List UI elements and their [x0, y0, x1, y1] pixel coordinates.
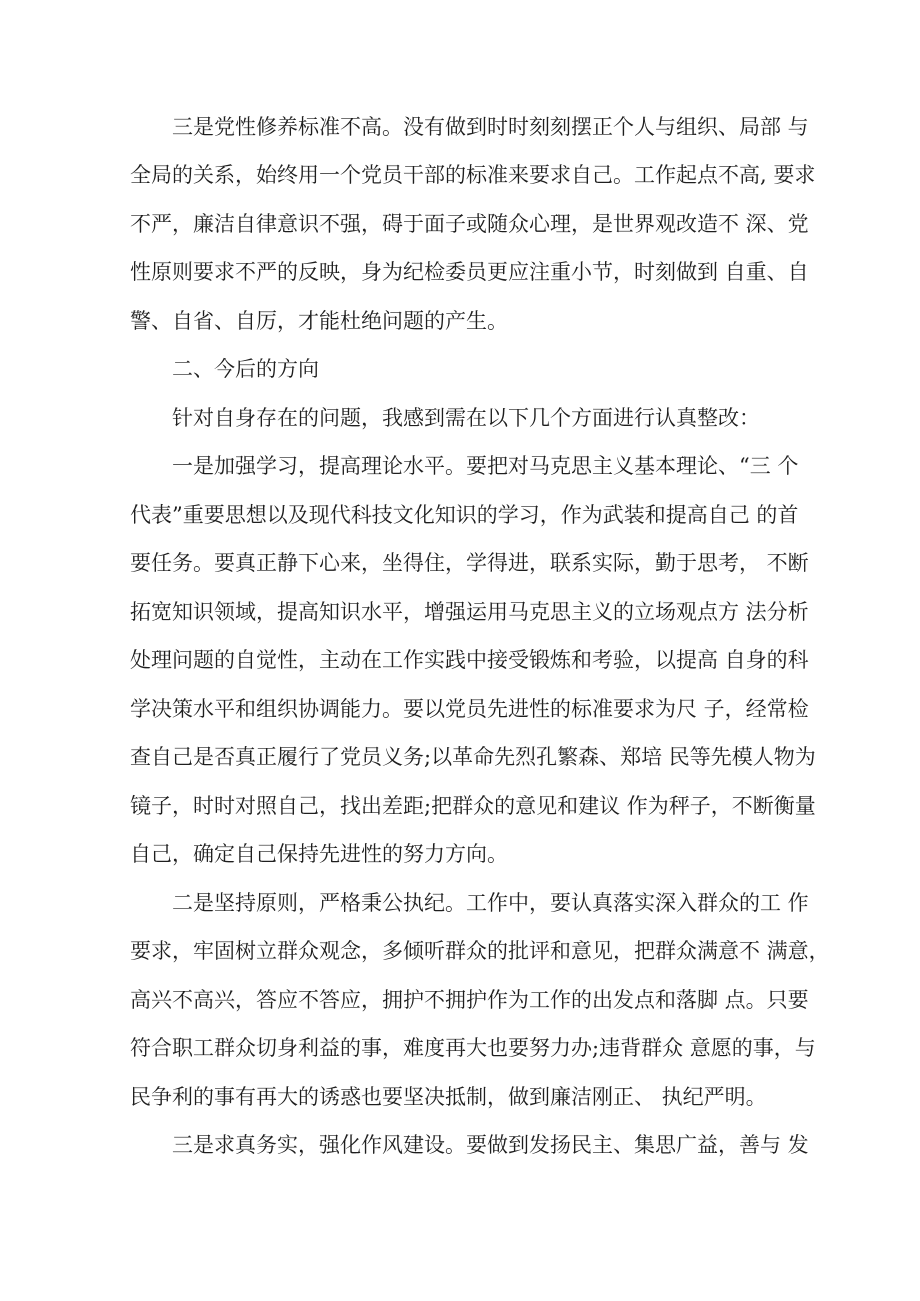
- paragraph-line: 镜子，时时对照自己，找出差距;把群众的意见和建议 作为秤子，不断衡量: [130, 794, 816, 818]
- paragraph-line: 二是坚持原则，严格秉公执纪。工作中，要认真落实深入群众的工 作: [172, 891, 809, 915]
- paragraph-line: 高兴不高兴，答应不答应，拥护不拥护作为工作的出发点和落脚 点。只要: [130, 988, 809, 1012]
- paragraph-line: 符合职工群众切身利益的事，难度再大也要努力办;违背群众 意愿的事，与: [130, 1036, 816, 1060]
- paragraph-line: 学决策水平和组织协调能力。要以党员先进性的标准要求为尺 子，经常检: [130, 697, 809, 721]
- paragraph-line: 三是求真务实，强化作风建设。要做到发扬民主、集思广益，善与 发: [172, 1133, 809, 1157]
- paragraph-line: 性原则要求不严的反映，身为纪检委员更应注重小节，时刻做到 自重、自: [130, 260, 809, 284]
- paragraph-line: 拓宽知识领域，提高知识水平，增强运用马克思主义的立场观点方 法分析: [130, 600, 809, 624]
- paragraph-line: 不严，廉洁自律意识不强，碍于面子或随众心理，是世界观改造不 深、党: [130, 212, 809, 236]
- paragraph-line: 处理问题的自觉性，主动在工作实践中接受锻炼和考验，以提高 自身的科: [130, 648, 809, 672]
- paragraph-line: 民争利的事有再大的诱惑也要坚决抵制，做到廉洁刚正、 执纪严明。: [130, 1085, 767, 1109]
- paragraph-line: 要求，牢固树立群众观念，多倾听群众的批评和意见，把群众满意不 满意，: [130, 939, 830, 963]
- paragraph-line: 警、自省、自厉，才能杜绝问题的产生。: [130, 309, 508, 333]
- paragraph-line: 查自己是否真正履行了党员义务;以革命先烈孔繁森、郑培 民等先模人物为: [130, 745, 816, 769]
- paragraph-line: 全局的关系，始终用一个党员干部的标准来要求自己。工作起点不高, 要求: [130, 163, 816, 187]
- paragraph-line: 三是党性修养标准不高。没有做到时时刻刻摆正个人与组织、局部 与: [172, 115, 809, 139]
- paragraph-line: 自己，确定自己保持先进性的努力方向。: [130, 842, 508, 866]
- section-heading: 二、今后的方向: [172, 357, 319, 381]
- paragraph-line: 代表”重要思想以及现代科技文化知识的学习，作为武装和提高自己 的首: [130, 503, 799, 527]
- paragraph-line: 针对自身存在的问题，我感到需在以下几个方面进行认真整改：: [172, 406, 760, 430]
- paragraph-line: 一是加强学习，提高理论水平。要把对马克思主义基本理论、“三 个: [172, 454, 799, 478]
- paragraph-line: 要任务。要真正静下心来，坐得住，学得进，联系实际，勤于思考， 不断: [130, 551, 809, 575]
